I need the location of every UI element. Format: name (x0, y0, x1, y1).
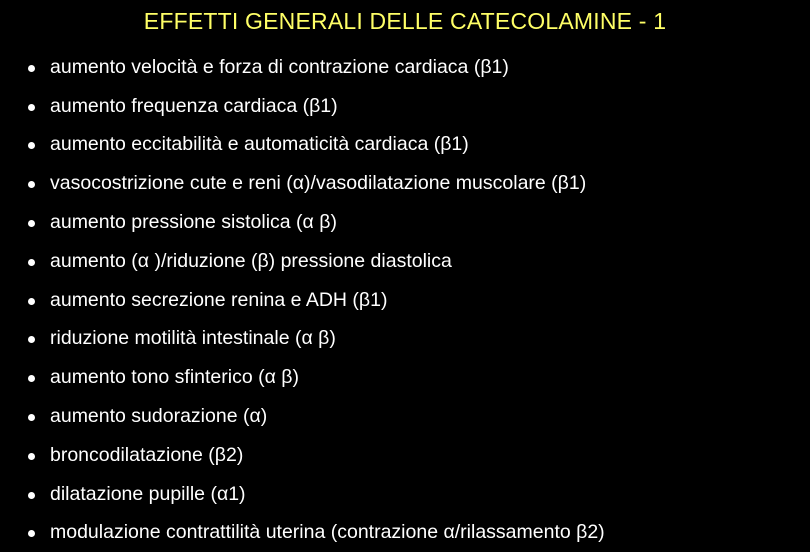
list-item (28, 87, 605, 126)
list-item-text: riduzione motilità intestinale (α β) (50, 327, 336, 350)
list-item-text: modulazione contrattilità uterina (contrazione α/rilassamento β2) (50, 521, 605, 544)
bullet-dot-icon (28, 375, 35, 382)
bullet-dot-icon (28, 414, 35, 421)
list-item-text: aumento pressione sistolica (α β) (50, 211, 337, 234)
bullet-dot-icon (28, 65, 35, 72)
list-item (28, 48, 605, 87)
list-item (28, 475, 605, 514)
bullet-dot-icon (28, 492, 35, 499)
bullet-dot-icon (28, 298, 35, 305)
list-item (28, 436, 605, 475)
list-item (28, 164, 605, 203)
list-item-text: aumento (α )/riduzione (β) pressione diastolica (50, 249, 452, 272)
list-item-text: aumento eccitabilità e automaticità cardiaca (β1) (50, 133, 469, 156)
list-item-text: dilatazione pupille (α1) (50, 482, 246, 505)
list-item (28, 203, 605, 242)
bullet-dot-icon (28, 142, 35, 149)
slide-title: EFFETTI GENERALI DELLE CATECOLAMINE - 1 (143, 8, 667, 34)
list-item (28, 242, 605, 281)
list-item (28, 126, 605, 165)
bullet-dot-icon (28, 220, 35, 227)
bullet-dot-icon (28, 453, 35, 460)
list-item (28, 281, 605, 320)
list-item (28, 358, 605, 397)
list-item (28, 397, 605, 436)
list-item-text: vasocostrizione cute e reni (α)/vasodilatazione muscolare (β1) (50, 172, 587, 195)
bullet-dot-icon (28, 336, 35, 343)
bullet-dot-icon (28, 259, 35, 266)
list-item (28, 320, 605, 359)
bullet-dot-icon (28, 104, 35, 111)
effects-list (28, 48, 605, 552)
list-item-text: aumento sudorazione (α) (50, 405, 268, 428)
list-item-text: aumento velocità e forza di contrazione cardiaca (β1) (50, 55, 509, 78)
bullet-dot-icon (28, 530, 35, 537)
list-item-text: aumento tono sfinterico (α β) (50, 366, 300, 389)
list-item-text: broncodilatazione (β2) (50, 443, 244, 466)
bullet-dot-icon (28, 181, 35, 188)
list-item (28, 514, 605, 552)
list-item-text: aumento frequenza cardiaca (β1) (50, 94, 338, 117)
list-item-text: aumento secrezione renina e ADH (β1) (50, 288, 388, 311)
